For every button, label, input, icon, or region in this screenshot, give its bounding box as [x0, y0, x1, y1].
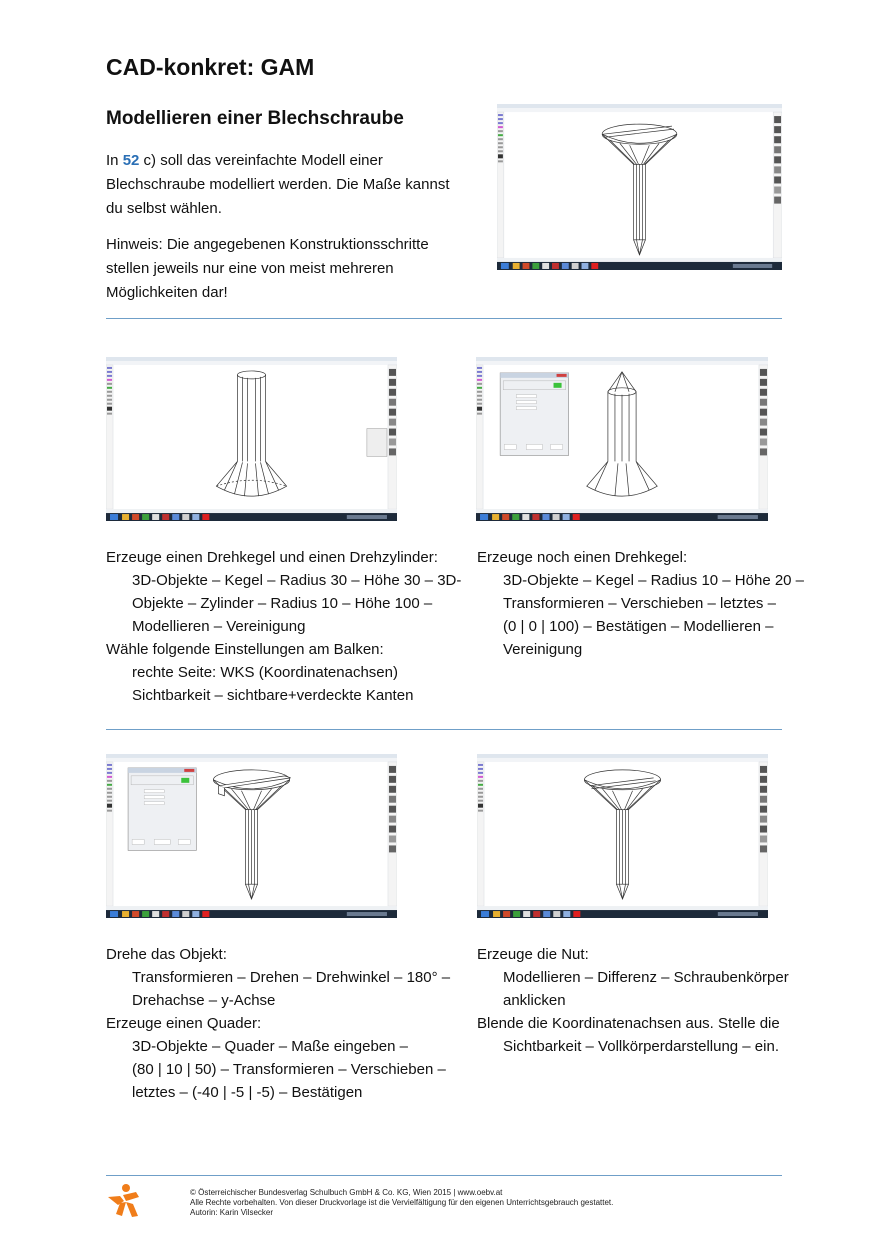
intro-text: Blechschraube modelliert werden. Die Maße kannst — [106, 176, 450, 193]
step-heading: Blende die Koordinatenachsen aus. Stelle die — [477, 1015, 780, 1032]
intro-text: du selbst wählen. — [106, 200, 222, 217]
exercise-reference: 52 — [122, 152, 140, 169]
screenshot-slot — [477, 754, 768, 918]
step-heading: Drehe das Objekt: — [106, 946, 227, 963]
step-heading: Wähle folgende Einstellungen am Balken: — [106, 641, 384, 658]
step-cone-cylinder — [106, 546, 466, 707]
hint-text: stellen jeweils nur eine von meist mehreren — [106, 260, 394, 277]
divider — [106, 729, 782, 730]
step-instruction: rechte Seite: WKS (Koordinatenachsen) — [132, 664, 398, 681]
screenshot-graphic — [477, 754, 768, 918]
hint-text: Hinweis: Die angegebenen Konstruktionsschritte — [106, 236, 429, 253]
screenshot-graphic — [106, 754, 397, 918]
step-instruction: (0 | 0 | 100) – Bestätigen – Modellieren – — [503, 618, 774, 635]
intro-text: In — [106, 152, 123, 169]
step-heading: Erzeuge einen Drehkegel und einen Drehzylinder: — [106, 549, 438, 566]
hint-paragraph — [106, 233, 466, 305]
footer — [190, 1188, 613, 1218]
page-title: CAD-konkret: GAM — [106, 54, 315, 80]
divider — [106, 318, 782, 319]
step-instruction: Objekte – Zylinder – Radius 10 – Höhe 100 – — [132, 595, 433, 612]
screenshot-tip-cone — [476, 357, 768, 521]
footer-rights: Alle Rechte vorbehalten. Von dieser Druckvorlage ist die Vervielfältigung für den eigenen Unterrichtsgebrauch gestattet. — [190, 1198, 614, 1207]
step-instruction: Sichtbarkeit – Vollkörperdarstellung – ein. — [503, 1038, 779, 1055]
screenshot-graphic — [106, 357, 397, 521]
step-instruction: Modellieren – Differenz – Schraubenkörper — [503, 969, 789, 986]
section-title: Modellieren einer Blechschraube — [106, 108, 404, 129]
screenshot-cone-cylinder — [106, 357, 397, 521]
footer-divider — [106, 1175, 782, 1176]
screenshot-graphic — [497, 104, 782, 270]
screenshot-graphic — [476, 357, 768, 521]
step-slot — [477, 943, 817, 1058]
screenshot-final-screw — [497, 104, 782, 270]
step-instruction: Vereinigung — [503, 641, 583, 658]
step-rotate-box — [106, 943, 466, 1104]
hint-text: Möglichkeiten dar! — [106, 284, 228, 301]
step-instruction: Sichtbarkeit – sichtbare+verdeckte Kanten — [132, 687, 414, 704]
screenshot-rotate-box — [106, 754, 397, 918]
step-instruction: Transformieren – Verschieben – letztes – — [503, 595, 776, 612]
step-tip-cone — [477, 546, 817, 661]
step-heading: Erzeuge einen Quader: — [106, 1015, 262, 1032]
intro-text: c) soll das vereinfachte Modell einer — [139, 152, 383, 169]
step-instruction: letztes – (-40 | -5 | -5) – Bestätigen — [132, 1084, 363, 1101]
footer-copyright: © Österreichischer Bundesverlag Schulbuch GmbH & Co. KG, Wien 2015 | www.oebv.at — [190, 1188, 503, 1197]
step-instruction: anklicken — [503, 992, 566, 1009]
step-instruction: Modellieren – Vereinigung — [132, 618, 306, 635]
footer-author: Autorin: Karin Vilsecker — [190, 1208, 273, 1217]
step-heading: Erzeuge noch einen Drehkegel: — [477, 549, 688, 566]
step-instruction: 3D-Objekte – Quader – Maße eingeben – — [132, 1038, 408, 1055]
publisher-logo — [106, 1183, 142, 1219]
step-instruction: (80 | 10 | 50) – Transformieren – Verschieben – — [132, 1061, 446, 1078]
step-instruction: 3D-Objekte – Kegel – Radius 30 – Höhe 30 – 3D- — [132, 572, 462, 589]
step-instruction: Drehachse – y-Achse — [132, 992, 276, 1009]
step-instruction: Transformieren – Drehen – Drehwinkel – 180° – — [132, 969, 451, 986]
intro-paragraph — [106, 149, 466, 221]
step-instruction: 3D-Objekte – Kegel – Radius 10 – Höhe 20 – — [503, 572, 805, 589]
step-heading: Erzeuge die Nut: — [477, 946, 589, 963]
